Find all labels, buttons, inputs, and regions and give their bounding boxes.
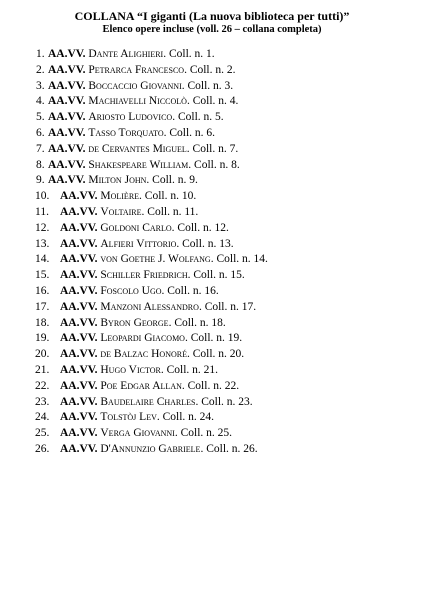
item-body <box>60 205 198 221</box>
item-authors: AA.VV. <box>48 95 86 108</box>
item-name: Leopardi Giacomo <box>100 332 185 345</box>
item-name: de Balzac Honoré <box>100 348 187 361</box>
item-authors: AA.VV. <box>60 300 98 313</box>
item-body <box>60 221 229 237</box>
item-name: Petrarca Francesco <box>88 63 185 76</box>
item-body <box>60 426 232 442</box>
item-collection-number: . Coll. n. 18. <box>168 316 226 329</box>
item-body <box>60 331 242 347</box>
item-authors: AA.VV. <box>48 126 86 139</box>
list-item <box>0 252 424 268</box>
item-number: 17. <box>35 300 50 313</box>
item-authors: AA.VV. <box>60 411 98 424</box>
item-number: 24. <box>35 411 50 424</box>
list-item <box>0 331 424 347</box>
item-number: 19. <box>35 332 50 345</box>
item-name: Shakespeare William <box>88 158 189 171</box>
item-number: 15. <box>35 269 50 282</box>
item-body <box>60 442 258 458</box>
item-collection-number: . Coll. n. 22. <box>181 379 240 392</box>
item-body <box>60 237 234 253</box>
item-name: Verga Giovanni <box>100 427 175 440</box>
item-number: 1. <box>36 48 45 60</box>
item-name: de Cervantes Miguel <box>88 142 187 155</box>
item-authors: AA.VV. <box>60 442 98 455</box>
list-item <box>0 173 424 189</box>
item-body <box>48 63 236 79</box>
document-title: COLLANA “I giganti (La nuova biblioteca per tutti)” <box>74 9 350 23</box>
item-body <box>60 189 196 205</box>
item-collection-number: . Coll. n. 16. <box>161 284 219 297</box>
list-item <box>0 237 424 253</box>
item-collection-number: . Coll. n. 11. <box>141 205 199 218</box>
item-collection-number: . Coll. n. 23. <box>195 395 253 408</box>
item-authors: AA.VV. <box>60 237 98 250</box>
list-item <box>0 189 424 205</box>
item-body <box>60 363 218 379</box>
works-list <box>0 47 424 458</box>
item-collection-number: . Coll. n. 15. <box>187 269 245 282</box>
item-name: Baudelaire Charles <box>100 395 196 408</box>
item-number: 10. <box>35 190 50 203</box>
item-collection-number: . Coll. n. 10. <box>139 190 197 203</box>
item-collection-number: . Coll. n. 24. <box>156 411 215 424</box>
item-authors: AA.VV. <box>60 269 98 282</box>
item-name: Dante Alighieri <box>88 48 164 60</box>
item-authors: AA.VV. <box>48 111 86 124</box>
item-body <box>60 284 219 300</box>
item-authors: AA.VV. <box>60 316 98 329</box>
item-number: 8. <box>36 158 45 171</box>
list-item <box>0 47 424 63</box>
item-number: 3. <box>36 79 45 92</box>
item-body <box>60 252 268 268</box>
item-body <box>48 173 198 189</box>
item-name: Tolstòj Lev <box>100 411 157 424</box>
item-number: 14. <box>35 253 50 266</box>
item-body <box>60 347 244 363</box>
item-collection-number: . Coll. n. 4. <box>186 95 239 108</box>
item-collection-number: . Coll. n. 5. <box>172 111 224 124</box>
item-body <box>48 158 240 174</box>
item-body <box>60 395 253 411</box>
item-authors: AA.VV. <box>60 379 98 392</box>
item-collection-number: . Coll. n. 6. <box>163 126 216 139</box>
list-item <box>0 268 424 284</box>
item-authors: AA.VV. <box>48 158 86 171</box>
item-collection-number: . Coll. n. 2. <box>184 63 236 76</box>
item-number: 2. <box>36 63 45 76</box>
item-collection-number: . Coll. n. 7. <box>186 142 239 155</box>
list-item <box>0 316 424 332</box>
item-authors: AA.VV. <box>60 205 98 218</box>
item-collection-number: . Coll. n. 19. <box>184 332 243 345</box>
item-name: Hugo Victor <box>100 363 161 376</box>
list-item <box>0 221 424 237</box>
item-name: Schiller Friedrich <box>100 269 188 282</box>
list-item <box>0 347 424 363</box>
item-body <box>60 379 239 395</box>
item-name: Foscolo Ugo <box>100 284 162 297</box>
list-item <box>0 63 424 79</box>
list-item <box>0 426 424 442</box>
item-number: 22. <box>35 379 50 392</box>
list-item <box>0 379 424 395</box>
item-name: Goldoni Carlo <box>100 221 172 234</box>
item-body <box>60 268 245 284</box>
item-number: 12. <box>35 221 50 234</box>
item-collection-number: . Coll. n. 8. <box>188 158 240 171</box>
item-authors: AA.VV. <box>48 79 86 92</box>
item-collection-number: . Coll. n. 26. <box>200 442 258 455</box>
item-collection-number: . Coll. n. 13. <box>176 237 234 250</box>
list-item <box>0 363 424 379</box>
item-name: Machiavelli Niccolò <box>88 95 187 108</box>
item-number: 5. <box>36 111 45 124</box>
item-authors: AA.VV. <box>48 63 86 76</box>
item-authors: AA.VV. <box>48 174 86 187</box>
document-subtitle: Elenco opere incluse (voll. 26 – collana completa) <box>102 24 322 35</box>
item-authors: AA.VV. <box>60 363 98 376</box>
item-authors: AA.VV. <box>60 284 98 297</box>
item-collection-number: . Coll. n. 12. <box>171 221 229 234</box>
item-number: 16. <box>35 284 50 297</box>
item-name: Tasso Torquato <box>88 126 164 139</box>
list-item <box>0 205 424 221</box>
list-item <box>0 158 424 174</box>
item-name: D'Annunzio Gabriele <box>100 442 201 455</box>
item-number: 23. <box>35 395 50 408</box>
list-item <box>0 94 424 110</box>
item-name: Poe Edgar Allan <box>100 379 182 392</box>
item-number: 25. <box>35 427 50 440</box>
item-body <box>48 47 215 63</box>
item-body <box>48 126 215 142</box>
item-authors: AA.VV. <box>60 332 98 345</box>
item-name: Byron George <box>100 316 169 329</box>
item-authors: AA.VV. <box>60 395 98 408</box>
item-body <box>48 94 238 110</box>
list-item <box>0 142 424 158</box>
item-authors: AA.VV. <box>60 348 98 361</box>
item-name: Molière <box>100 190 140 203</box>
list-item <box>0 410 424 426</box>
list-item <box>0 110 424 126</box>
item-authors: AA.VV. <box>60 427 98 440</box>
item-collection-number: . Coll. n. 14. <box>210 253 268 266</box>
item-number: 21. <box>35 363 50 376</box>
item-body <box>48 142 238 158</box>
item-collection-number: . Coll. n. 3. <box>181 79 234 92</box>
list-item <box>0 284 424 300</box>
item-authors: AA.VV. <box>60 221 98 234</box>
list-item <box>0 79 424 95</box>
item-collection-number: . Coll. n. 1. <box>163 48 215 60</box>
item-number: 9. <box>36 174 45 187</box>
item-collection-number: . Coll. n. 21. <box>160 363 219 376</box>
item-body <box>60 316 226 332</box>
list-item <box>0 300 424 316</box>
item-number: 20. <box>35 348 50 361</box>
item-collection-number: . Coll. n. 20. <box>186 348 245 361</box>
item-name: Milton John <box>88 174 147 187</box>
item-collection-number: . Coll. n. 17. <box>198 300 257 313</box>
item-body <box>48 79 233 95</box>
item-name: Alfieri Vittorio <box>100 237 177 250</box>
item-authors: AA.VV. <box>48 142 86 155</box>
item-collection-number: . Coll. n. 25. <box>174 427 233 440</box>
item-collection-number: . Coll. n. 9. <box>146 174 198 187</box>
item-number: 6. <box>36 126 45 139</box>
item-number: 18. <box>35 316 50 329</box>
item-name: Manzoni Alessandro <box>100 300 199 313</box>
list-item <box>0 126 424 142</box>
item-number: 26. <box>35 442 50 455</box>
item-body <box>60 300 256 316</box>
item-number: 11. <box>35 205 49 218</box>
item-body <box>60 410 214 426</box>
list-item <box>0 395 424 411</box>
item-name: von Goethe J. Wolfang <box>100 253 211 266</box>
list-item <box>0 442 424 458</box>
item-number: 13. <box>35 237 50 250</box>
item-number: 4. <box>36 95 45 108</box>
item-name: Voltaire <box>100 205 142 218</box>
item-authors: AA.VV. <box>60 190 98 203</box>
item-authors: AA.VV. <box>60 253 98 266</box>
item-number: 7. <box>36 142 45 155</box>
item-name: Boccaccio Giovanni <box>88 79 182 92</box>
item-name: Ariosto Ludovico <box>88 111 173 124</box>
item-body <box>48 110 224 126</box>
item-authors: AA.VV. <box>48 48 86 60</box>
